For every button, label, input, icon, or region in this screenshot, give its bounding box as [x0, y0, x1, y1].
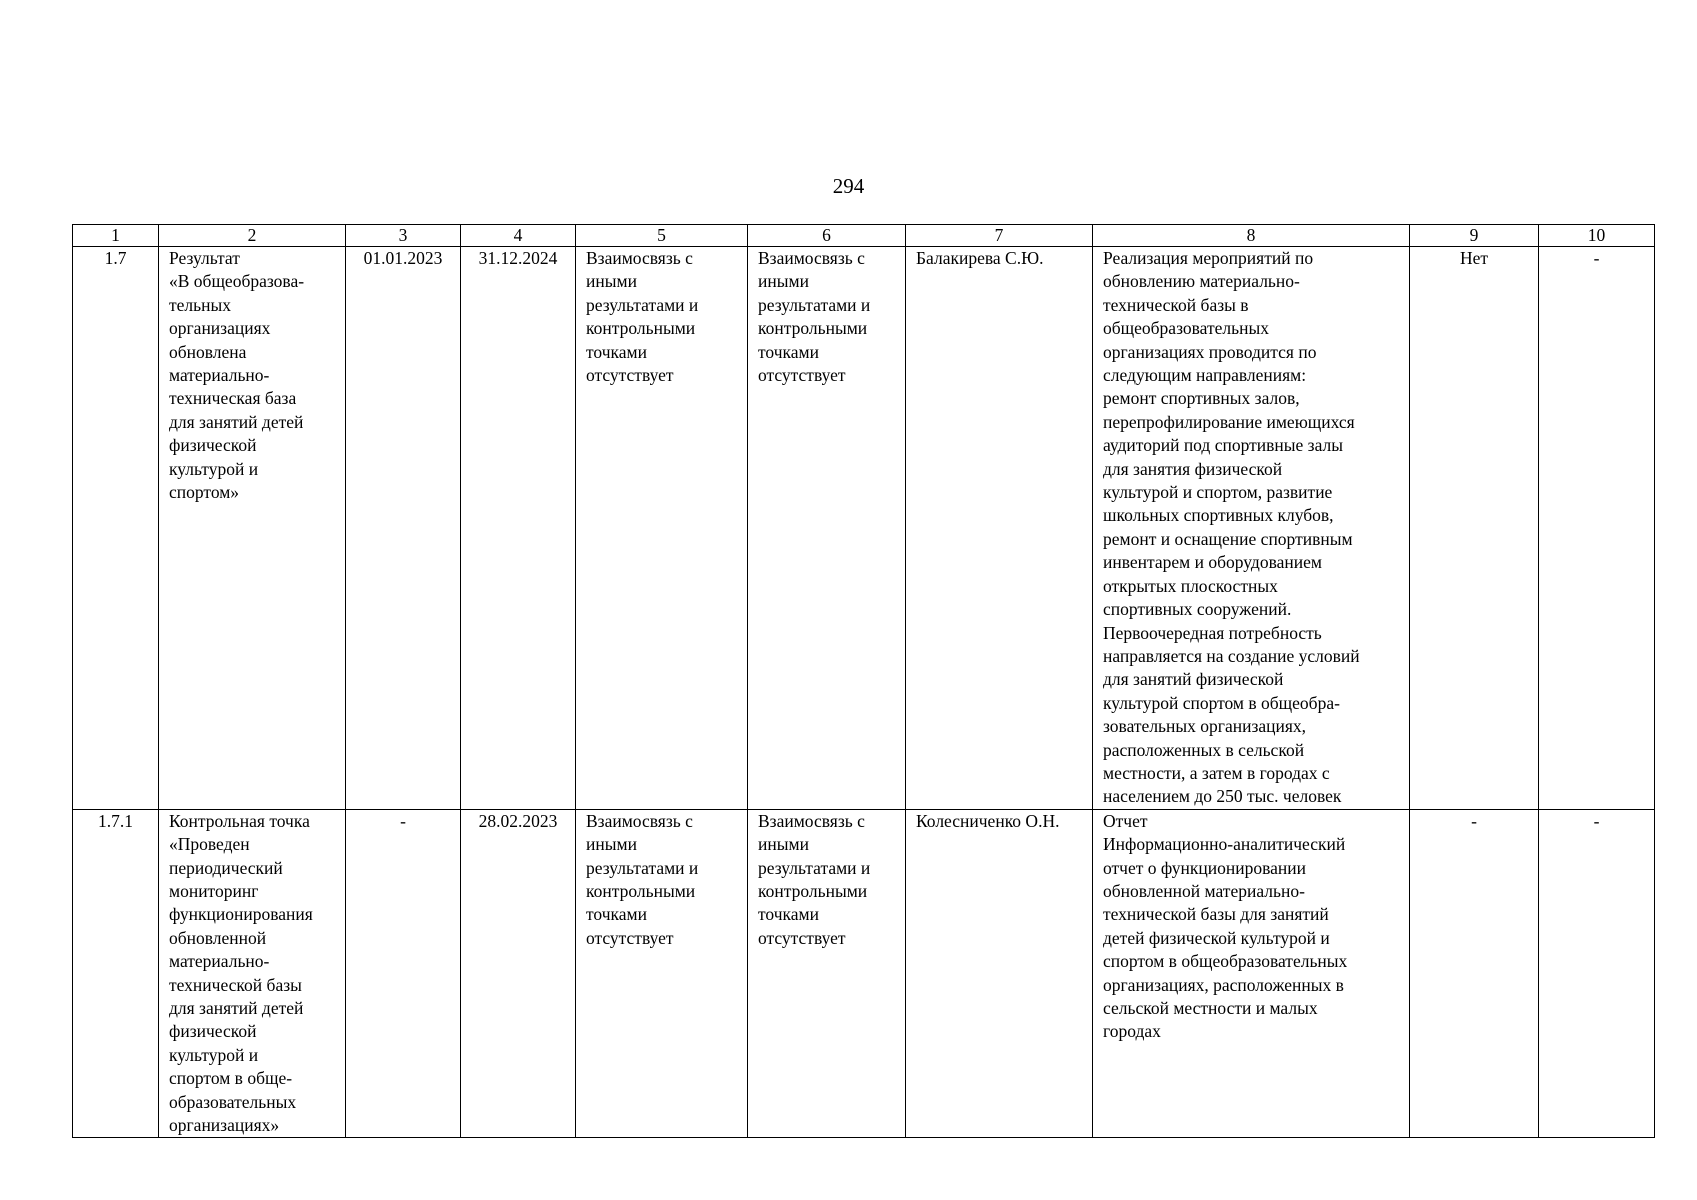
table-header-row	[73, 225, 1655, 247]
col10-cell: -	[1539, 809, 1655, 1138]
link-next-cell: Взаимосвязь с иными результатами и контрольными точками отсутствует	[748, 809, 906, 1138]
link-prev-cell: Взаимосвязь с иными результатами и контрольными точками отсутствует	[576, 247, 748, 810]
col10-cell: -	[1539, 247, 1655, 810]
result-name-cell: Контрольная точка «Проведен периодический мониторинг функционирования обновленной материально- технической базы для занятий детей физической культурой и спортом в обще- образовательных организациях»	[159, 809, 346, 1138]
result-name-cell: Результат «В общеобразова- тельных организациях обновлена материально- техническая база для занятий детей физической культурой и спортом»	[159, 247, 346, 810]
responsible-cell: Колесниченко О.Н.	[906, 809, 1093, 1138]
column-header: 7	[906, 225, 1093, 247]
row-number-cell: 1.7.1	[73, 809, 159, 1138]
link-prev-cell: Взаимосвязь с иными результатами и контрольными точками отсутствует	[576, 809, 748, 1138]
link-next-cell: Взаимосвязь с иными результатами и контрольными точками отсутствует	[748, 247, 906, 810]
description-cell: Отчет Информационно-аналитический отчет о функционировании обновленной материально- технической базы для занятий детей физической культурой и спортом в общеобразовательных организациях, расположенных в сельской местности и малых городах	[1093, 809, 1410, 1138]
start-date-cell: -	[346, 809, 461, 1138]
column-header: 10	[1539, 225, 1655, 247]
start-date-cell: 01.01.2023	[346, 247, 461, 810]
page-number: 294	[832, 174, 865, 198]
end-date-cell: 28.02.2023	[461, 809, 576, 1138]
row-number-cell: 1.7	[73, 247, 159, 810]
col9-cell: Нет	[1410, 247, 1539, 810]
column-header: 3	[346, 225, 461, 247]
column-header: 2	[159, 225, 346, 247]
column-header: 5	[576, 225, 748, 247]
end-date-cell: 31.12.2024	[461, 247, 576, 810]
column-header: 1	[73, 225, 159, 247]
column-header: 6	[748, 225, 906, 247]
table-row	[73, 809, 1655, 1138]
plan-table	[72, 224, 1655, 1138]
description-cell: Реализация мероприятий по обновлению материально- технической базы в общеобразовательных организациях проводится по следующим направлениям: ремонт спортивных залов, перепрофилирование имеющихся аудиторий под спортивные залы для занятия физической культурой и спортом, развитие школьных спортивных клубов, ремонт и оснащение спортивным инвентарем и оборудованием открытых плоскостных спортивных сооружений. Первоочередная потребность направляется на создание условий для занятий физической культурой спортом в общеобра- зовательных организациях, расположенных в сельской местности, а затем в городах с населением до 250 тыс. человек	[1093, 247, 1410, 810]
responsible-cell: Балакирева С.Ю.	[906, 247, 1093, 810]
column-header: 4	[461, 225, 576, 247]
column-header: 9	[1410, 225, 1539, 247]
column-header: 8	[1093, 225, 1410, 247]
col9-cell: -	[1410, 809, 1539, 1138]
table-row	[73, 247, 1655, 810]
